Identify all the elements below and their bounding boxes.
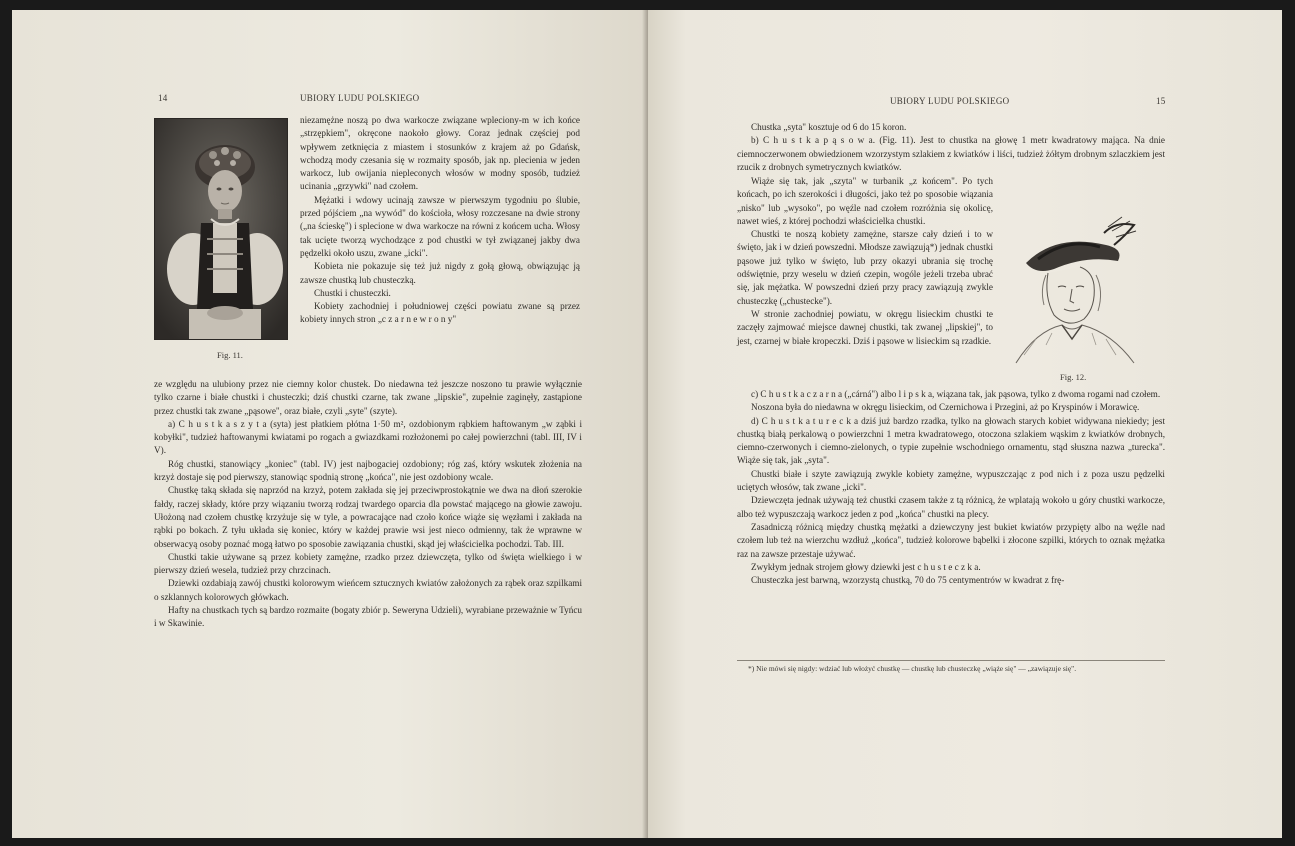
left-page [12, 10, 648, 838]
book-spread [12, 10, 1282, 838]
paragraph: Noszona była do niedawna w okręgu lisieckim, od Czernichowa i Przegini, aż po Kryspinów i Morawicę. [751, 402, 1140, 413]
text-beside-figure-12 [737, 175, 993, 348]
text-full-width-right [737, 388, 1165, 587]
paragraph: Mężatki i wdowy ucinają zawsze w pierwszym tygodniu po ślubie, przed pójściem „na wywód" do kościoła, włosy rozczesane na dwie strony („na ścieskę") i splecione w dwa warkocze na równi z końcem ucha. Włosy tak ucięte tworzą wychodzące z pod chustki w tył związanej jakby dwa pędzelki około uszu, zwane „icki". [300, 194, 580, 258]
paragraph: Dziewczęta jednak używają też chustki czasem także z tą różnicą, że wplatają wokoło u góry chustki warkocze, albo też wypuszczają warkocz jeden z pod „końca" chustki na plecy. [737, 495, 1165, 519]
page-number-left: 14 [158, 93, 168, 103]
paragraph: a) C h u s t k a s z y t a (syta) jest płatkiem płótna 1·50 m², ozdobionym rąbkiem haftowanym „w ząbki i kobyłki", tudzież haftowanymi kwiatami po rogach a gwiazdkami rozłożonemi po całej powierzchni (tabl. III, IV i V). [154, 418, 582, 456]
paragraph: b) C h u s t k a p ą s o w a. (Fig. 11). Jest to chustka na głowę 1 metr kwadratowy mająca. Na dnie ciemnoczerwonem obwiedzionem wzorzystym szlakiem z kwiatków i liści, tudzież żółtym drobnym szlaczkiem jest rzucik z drobnych symetrycznych kwiatków. [737, 135, 1165, 172]
paragraph: Chusteczka jest barwną, wzorzystą chustką, 70 do 75 centymentrów w kwadrat z frę- [751, 575, 1065, 586]
text-top-right [737, 121, 1165, 174]
running-head-right: UBIORY LUDU POLSKIEGO [890, 96, 1010, 106]
running-head-left: UBIORY LUDU POLSKIEGO [300, 93, 420, 103]
text-beside-figure-11 [300, 114, 580, 327]
section-heading: Chustki i chusteczki. [314, 287, 391, 298]
paragraph: ze względu na ulubiony przez nie ciemny kolor chustek. Do niedawna też jeszcze noszono tu prawie wyłącznie tylko czarne i białe chustki i chusteczki; dziś chustki czarne, tak zwane „lipskie", zupełnie zaginęły, zastąpione przez chustki tak zwane „pąsowe", oraz białe, czyli „syte" (szyte). [154, 379, 582, 416]
paragraph: Chustkę taką składa się naprzód na krzyż, potem zakłada się jej przeciwprostokątnie we dwa na dłoń szerokie fałdy, raczej składy, które przy wiązaniu tworzą rodzaj twardego oparcia dla powstać mającego na głowie zawoju. Ułożoną nad czołem chustkę krzyżuje się w tyle, a powracające nad czoło końce wiąże się węzłami i zakłada na rąbki po bokach. Z tyłu układa się koniec, który w każdej prawie wsi jest nieco odmienny, tak że wprawne w obserwacyą osoby poznać mogą łatwo po sposobie zawiązania chustki, skąd jej właścicielka pochodzi. Tab. III. [154, 485, 582, 549]
paragraph: d) C h u s t k a t u r e c k a dziś już bardzo rzadka, tylko na głowach starych kobiet widywana niekiedy; jest chustką białą perkalową o powierzchni 1 metra kwadratowego, otoczona szlakiem wąskim z kwiatków drobnych, ciemno-czerwonych i ciemno-zielonych, o typie zupełnie wschodniego ornamentu, stąd słuszna nazwa „turecka". Wiąże się tak, jak „syta". [737, 415, 1165, 466]
figure-11-caption: Fig. 11. [217, 350, 243, 360]
footnote-divider [737, 660, 1165, 661]
paragraph: Chustka „syta" kosztuje od 6 do 15 koron. [751, 122, 907, 132]
woman-portrait-image [155, 119, 287, 339]
paragraph: c) C h u s t k a c z a r n a („cárná") albo l i p s k a, wiązana tak, jak pąsowa, tylko z dwoma rogami nad czołem. [751, 389, 1161, 399]
figure-11-photo [154, 118, 288, 340]
paragraph: Wiąże się tak, jak „szyta" w turbanik „z końcem". Po tych końcach, po ich szerokości i długości, jako też po sposobie wiązania „nisko" lub „wysoko", po węźle nad czołem rozróżnia się okolicę, nawet wieś, z której pochodzi właścicielka chustki. [737, 176, 993, 226]
paragraph: niezamężne noszą po dwa warkocze związane wpleciony-m w ich końce „strzępkiem", okręcone naokoło głowy. Coraz jednak częściej pod wpływem zetknięcia z miastem i stosunków z krajem aż po Gdańsk, wchodzą mody czesania się w rozmaity sposób, jak np. plecienia w jeden warkocz, lub owijania niepleconych włosów w modny sposób, tudzież ucinania „grzywki" nad czołem. [300, 115, 580, 192]
right-page [648, 10, 1282, 838]
paragraph: Zwykłym jednak strojem głowy dziewki jest c h u s t e c z k a. [751, 561, 981, 572]
paragraph: Chustki te noszą kobiety zamężne, starsze cały dzień i to w święto, jak i w dzień powszedni. Młodsze zawiązują*) jednak chustki pąsowe już tylko w święto, lub przy okazyi ubrania się trochę odświętnie, przy weselu w dzień czepin, wogóle jeżeli trzeba ubrać się, jak mężatka. W powszedni dzień przy pracy zawiązują zwykle chusteczkę („chustecke"). [737, 229, 993, 306]
text-full-width-left [154, 378, 582, 631]
figure-12-sketch [996, 215, 1156, 365]
paragraph: Hafty na chustkach tych są bardzo rozmaite (bogaty zbiór p. Seweryna Udzieli), wyrabiane przeważnie w Tyńcu i w Skawinie. [154, 605, 582, 629]
paragraph: Róg chustki, stanowiący „koniec" (tabl. IV) jest najbogaciej ozdobiony; róg zaś, który wskutek złożenia na krzyż dostaje się pod pierwszy, stanowiąc spodnią stronę „końca", nie jest ozdobiony wcale. [154, 458, 582, 483]
paragraph: W stronie zachodniej powiatu, w okręgu lisieckim chustki te zaczęły zajmować miejsce dawnej chustki, tak zwanej „lipskiej", to jest, czarnej w białe kropeczki. Dziś i pąsowe w lisieckim są rzadkie. [737, 308, 993, 346]
paragraph: Zasadniczą różnicą między chustką mężatki a dziewczyny jest bukiet kwiatów przypięty albo na węźle nad czołem lub też na wierzchu wzdłuż „końca", tudzież kolorowe bąbelki i złocone szpilki, których to oznak mężatka raz na zawsze przestaje używać. [737, 521, 1165, 559]
paragraph: Dziewki ozdabiają zawój chustki kolorowym wieńcem sztucznych kwiatów założonych za rąbek oraz szpilkami o szklannych kolorowych główkach. [154, 578, 582, 602]
figure-12-caption: Fig. 12. [1060, 372, 1087, 382]
paragraph: Chustki białe i szyte zawiązują zwykle kobiety zamężne, wypuszczając z pod nich i z poza uszu pędzelki uciętych włosów, tak zwane „icki". [737, 468, 1165, 493]
page-number-right: 15 [1156, 96, 1166, 106]
footnote: *) Nie mówi się nigdy: wdziać lub włożyć chustkę — chustkę lub chusteczkę „wiąże się" — „zawiązuje się". [748, 664, 1077, 673]
paragraph: Kobiety zachodniej i południowej części powiatu zwane są przez kobiety innych stron „c z a r n e w r o n y" [300, 301, 580, 325]
paragraph: Kobieta nie pokazuje się też już nigdy z gołą głową, obwiązując ją zawsze chustką lub chusteczką. [300, 261, 580, 285]
paragraph: Chustki takie używane są przez kobiety zamężne, rzadko przez dziewczęta, tylko od święta wielkiego i w pierwszy dzień wesela, tudzież przy chrzcinach. [154, 551, 582, 576]
